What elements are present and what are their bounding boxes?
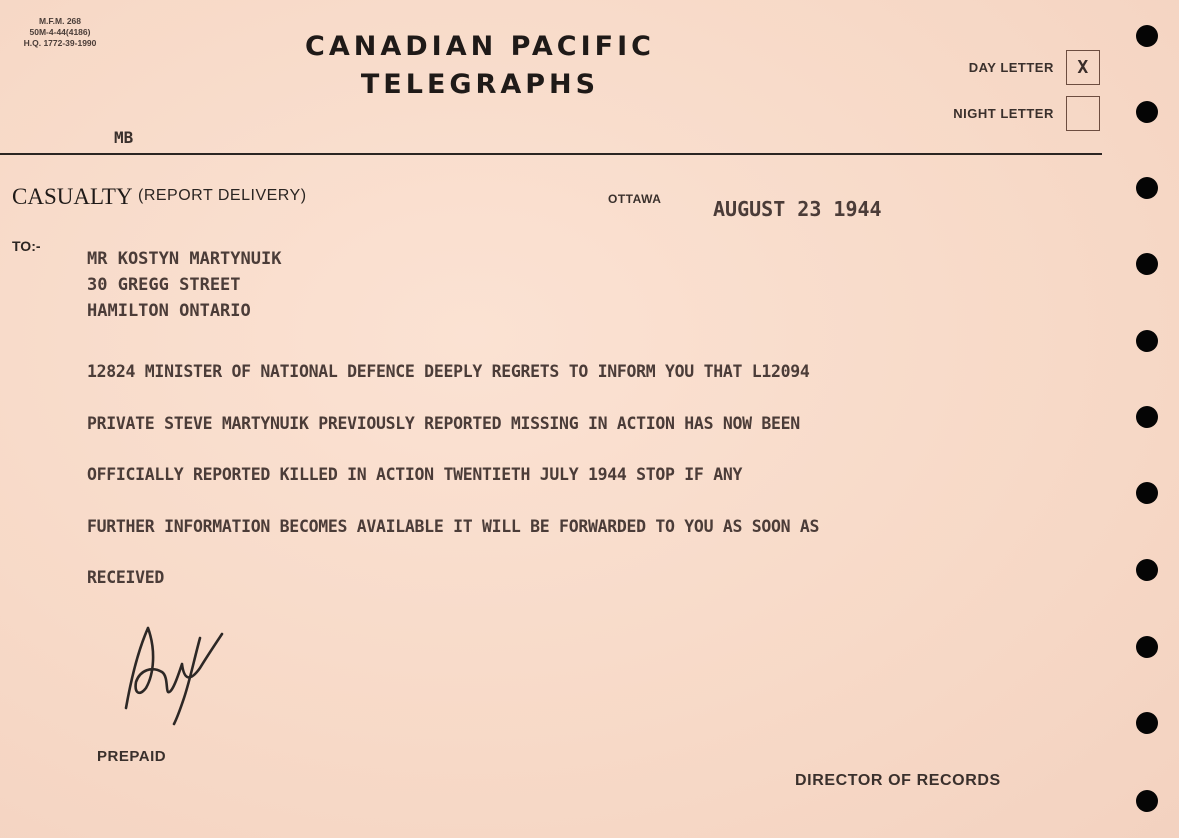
day-letter-label: DAY LETTER — [968, 60, 1054, 75]
message-line: 12824 MINISTER OF NATIONAL DEFENCE DEEPLY REGRETS TO INFORM YOU THAT L12094 — [87, 362, 810, 381]
company-name — [270, 28, 690, 104]
feed-hole — [1136, 712, 1158, 734]
feed-hole — [1136, 482, 1158, 504]
form-code-line: M.F.M. 268 — [38, 16, 82, 26]
feed-hole — [1136, 177, 1158, 199]
night-letter-label: NIGHT LETTER — [953, 106, 1054, 121]
feed-hole — [1136, 636, 1158, 658]
handwritten-initials — [118, 616, 238, 726]
message-date: AUGUST 23 1944 — [713, 197, 882, 221]
form-code — [10, 16, 110, 49]
message-line: RECEIVED — [87, 568, 165, 587]
delivery-note: (REPORT DELIVERY) — [138, 187, 307, 204]
sender-code: MB — [114, 128, 134, 147]
day-letter-option — [969, 50, 1100, 85]
form-code-line: H.Q. 1772-39-1990 — [23, 38, 97, 48]
recipient-street: 30 GREGG STREET — [87, 275, 241, 295]
day-letter-checkbox: X — [1066, 50, 1100, 85]
sender-title: DIRECTOR OF RECORDS — [795, 772, 1001, 789]
message-line: FURTHER INFORMATION BECOMES AVAILABLE IT WILL BE FORWARDED TO YOU AS SOON AS — [87, 516, 820, 536]
message-category: CASUALTY — [12, 184, 133, 209]
feed-hole — [1136, 253, 1158, 275]
to-label: TO:- — [12, 238, 41, 254]
night-letter-checkbox — [1066, 96, 1100, 131]
message-body — [87, 346, 819, 604]
form-code-line: 50M-4-44(4186) — [29, 27, 91, 37]
recipient-name: MR KOSTYN MARTYNUIK — [87, 249, 282, 269]
recipient-address — [87, 246, 281, 324]
company-name-line1: CANADIAN PACIFIC — [305, 31, 655, 62]
feed-hole — [1136, 790, 1158, 812]
feed-hole — [1136, 101, 1158, 123]
company-name-line2: TELEGRAPHS — [360, 69, 600, 100]
origin-city: OTTAWA — [608, 192, 662, 206]
feed-hole — [1136, 406, 1158, 428]
recipient-city: HAMILTON ONTARIO — [87, 301, 251, 321]
night-letter-option — [953, 96, 1100, 131]
message-line: PRIVATE STEVE MARTYNUIK PREVIOUSLY REPORTED MISSING IN ACTION HAS NOW BEEN — [87, 413, 800, 433]
feed-hole — [1136, 559, 1158, 581]
feed-hole — [1136, 330, 1158, 352]
feed-hole — [1136, 25, 1158, 47]
header-divider — [0, 153, 1102, 155]
prepaid-label: PREPAID — [97, 748, 167, 765]
message-line: OFFICIALLY REPORTED KILLED IN ACTION TWENTIETH JULY 1944 STOP IF ANY — [87, 465, 743, 484]
